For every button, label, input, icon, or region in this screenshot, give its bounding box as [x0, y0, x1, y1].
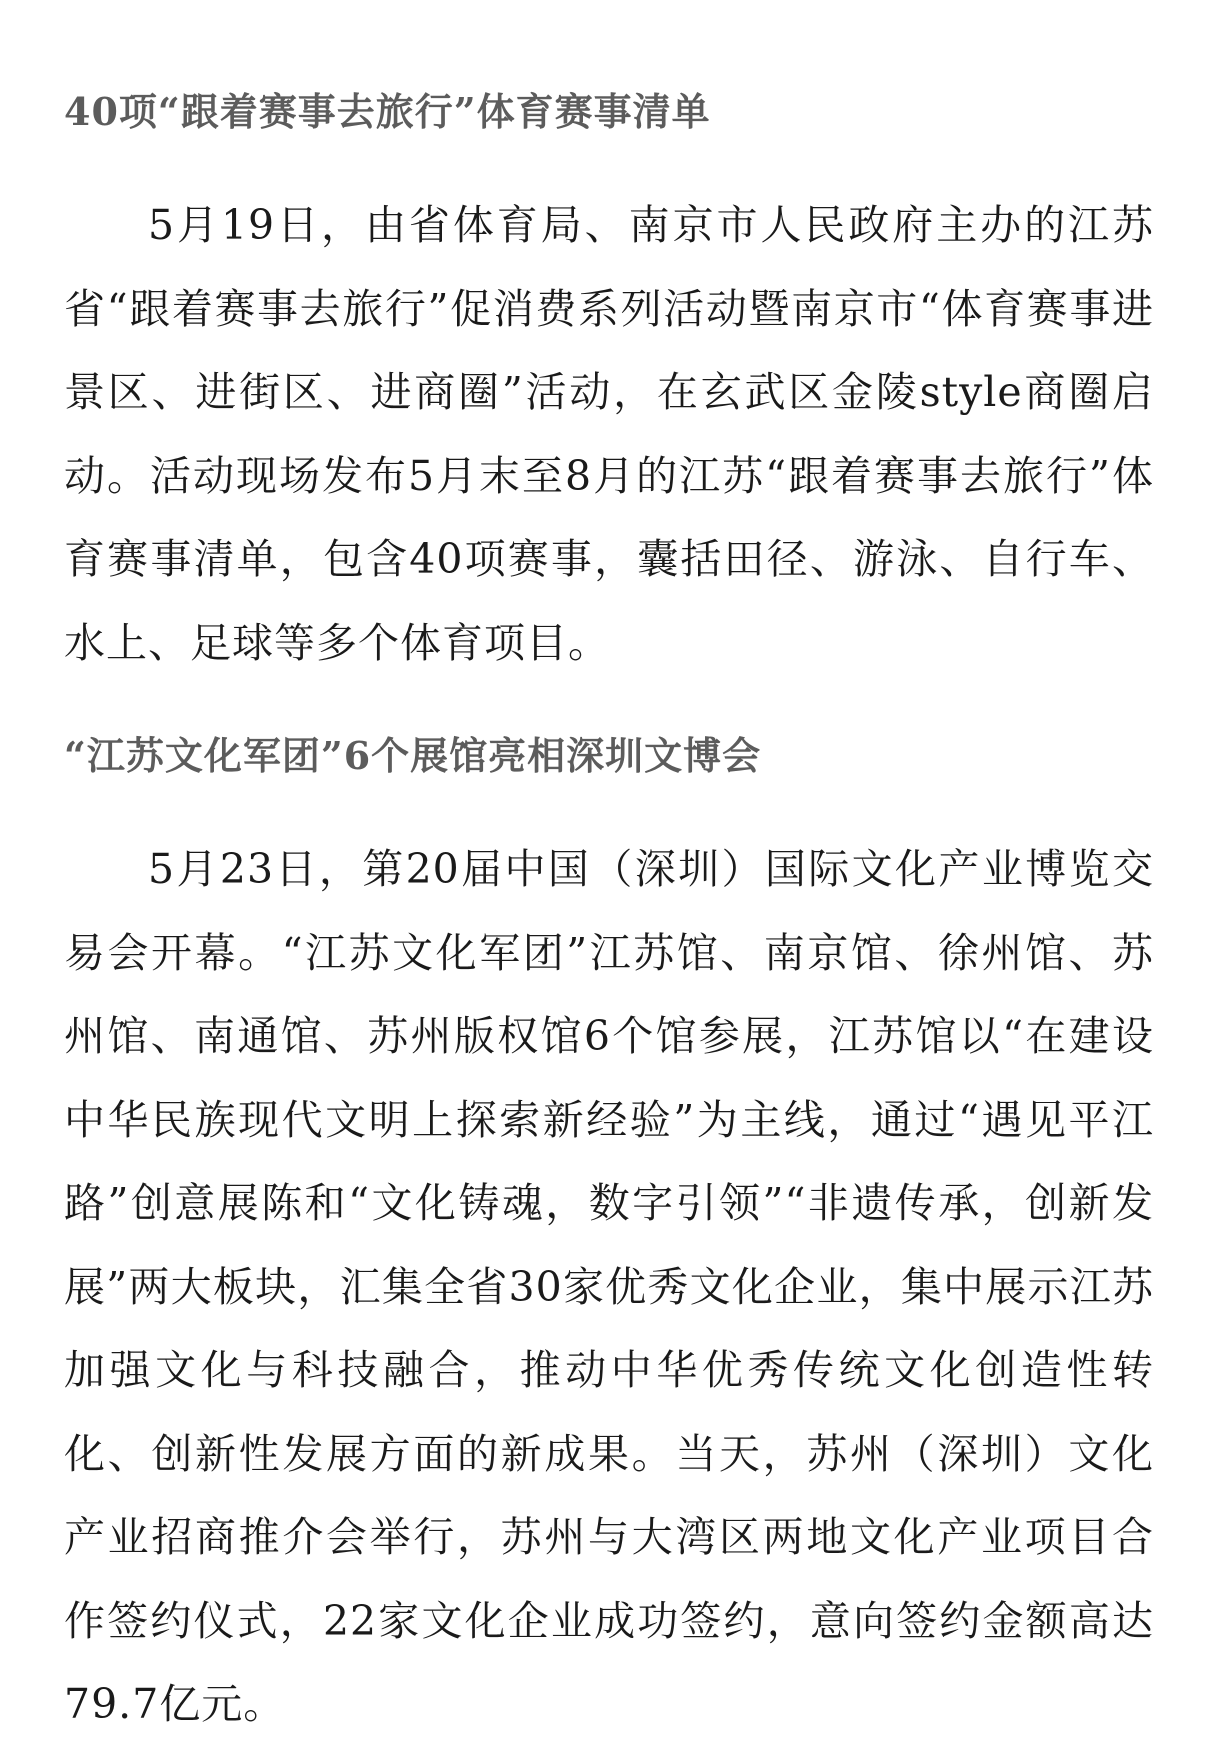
- section-title-sports-events: 40项“跟着赛事去旅行”体育赛事清单: [64, 89, 711, 134]
- section-body-culture-expo: 5月23日，第20届中国（深圳）国际文化产业博览交易会开幕。“江苏文化军团”江苏馆、南京馆、徐州馆、苏州馆、南通馆、苏州版权馆6个馆参展，江苏馆以“在建设中华民族现代文明上探索新经验”为主线，通过“遇见平江路”创意展陈和“文化铸魂，数字引领”“非遗传承，创新发展”两大板块，汇集全省30家优秀文化企业，集中展示江苏加强文化与科技融合，推动中华优秀传统文化创造性转化、创新性发展方面的新成果。当天，苏州（深圳）文化产业招商推介会举行，苏州与大湾区两地文化产业项目合作签约仪式，22家文化企业成功签约，意向签约金额高达79.7亿元。: [64, 845, 1154, 1728]
- section-body-sports-events: 5月19日，由省体育局、南京市人民政府主办的江苏省“跟着赛事去旅行”促消费系列活动暨南京市“体育赛事进景区、进街区、进商圈”活动，在玄武区金陵style商圈启动。活动现场发布5月末至8月的江苏“跟着赛事去旅行”体育赛事清单，包含40项赛事，囊括田径、游泳、自行车、水上、足球等多个体育项目。: [64, 201, 1154, 667]
- section-title-culture-expo: “江苏文化军团”6个展馆亮相深圳文博会: [64, 733, 762, 778]
